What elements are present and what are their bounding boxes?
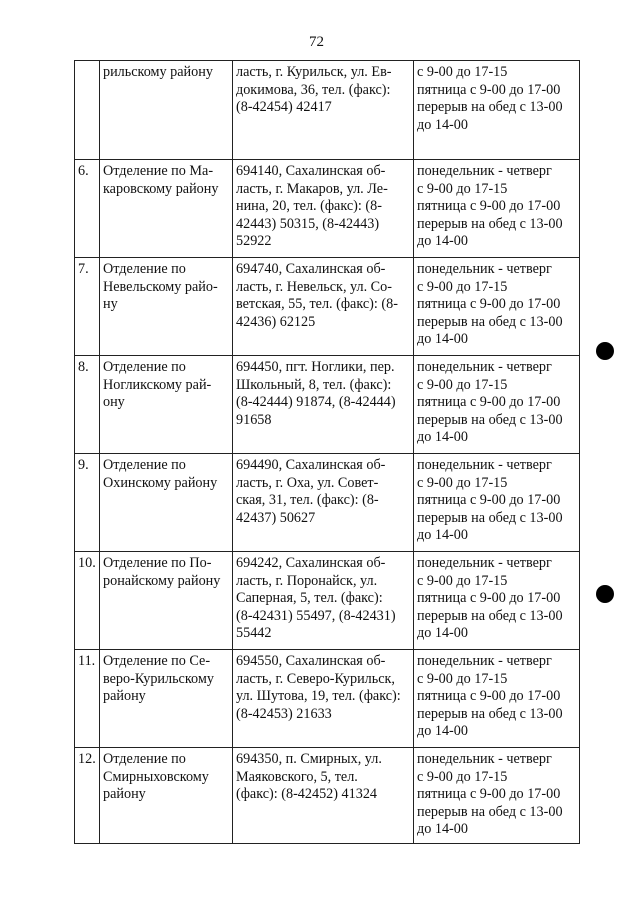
- address-line: (8-42444) 91874, (8-42444): [236, 394, 396, 411]
- hours-line: понедельник - четверг: [417, 359, 552, 375]
- hours-line: перерыв на обед с 13-00: [417, 215, 563, 232]
- hours-line: с 9-00 до 17-15: [417, 376, 508, 393]
- row-number: 6.: [75, 160, 100, 258]
- address-line: ласть, г. Оха, ул. Совет-: [236, 474, 379, 491]
- address-line: 55442: [236, 625, 272, 642]
- address-cell: [233, 61, 414, 160]
- office-name-line: каровскому району: [103, 180, 219, 197]
- address-line: (факс): (8-42452) 41324: [236, 786, 378, 803]
- address-line: Саперная, 5, тел. (факс):: [236, 590, 383, 607]
- office-name-line: Невельскому райо-: [103, 278, 218, 295]
- hours-line: перерыв на обед с 13-00: [417, 803, 563, 820]
- row-number: 12.: [75, 748, 100, 844]
- office-name-line: ну: [103, 296, 118, 313]
- hours-cell: [414, 61, 580, 160]
- address-line: 694490, Сахалинская об-: [236, 457, 386, 473]
- hours-cell: [414, 454, 580, 552]
- address-line: ласть, г. Невельск, ул. Со-: [236, 278, 392, 295]
- hours-cell: [414, 356, 580, 454]
- office-name-line: Отделение по: [103, 261, 186, 277]
- office-name-line: Смирныховскому: [103, 768, 209, 785]
- office-name-cell: [100, 61, 233, 160]
- office-name-cell: [100, 356, 233, 454]
- office-name-line: Отделение по: [103, 457, 186, 473]
- table-row: [75, 160, 580, 258]
- hours-line: с 9-00 до 17-15: [417, 64, 508, 80]
- office-name-cell: [100, 748, 233, 844]
- office-name-line: Отделение по: [103, 751, 186, 767]
- hours-line: до 14-00: [417, 233, 468, 250]
- offices-table: [74, 60, 580, 844]
- office-name-line: Охинскому району: [103, 474, 218, 491]
- hours-line: перерыв на обед с 13-00: [417, 411, 563, 428]
- address-cell: [233, 160, 414, 258]
- table-row: [75, 454, 580, 552]
- row-number: 10.: [75, 552, 100, 650]
- address-line: 694550, Сахалинская об-: [236, 653, 386, 669]
- address-cell: [233, 258, 414, 356]
- address-line: нина, 20, тел. (факс): (8-: [236, 198, 382, 215]
- hours-line: понедельник - четверг: [417, 653, 552, 669]
- hours-line: до 14-00: [417, 116, 468, 133]
- address-line: 42443) 50315, (8-42443): [236, 215, 380, 232]
- address-cell: [233, 650, 414, 748]
- office-name-line: Ногликскому рай-: [103, 376, 212, 393]
- table-row: [75, 650, 580, 748]
- address-line: ласть, г. Курильск, ул. Ев-: [236, 64, 392, 80]
- address-line: (8-42431) 55497, (8-42431): [236, 607, 396, 624]
- punch-hole: [596, 585, 614, 603]
- hours-line: понедельник - четверг: [417, 261, 552, 277]
- hours-line: до 14-00: [417, 821, 468, 838]
- office-name-line: Отделение по Ма-: [103, 163, 214, 179]
- address-line: 694242, Сахалинская об-: [236, 555, 386, 571]
- address-cell: [233, 748, 414, 844]
- hours-line: с 9-00 до 17-15: [417, 180, 508, 197]
- address-line: ветская, 55, тел. (факс): (8-: [236, 296, 398, 313]
- office-name-line: рильскому району: [103, 64, 213, 80]
- address-line: докимова, 36, тел. (факс):: [236, 81, 391, 98]
- row-number: 7.: [75, 258, 100, 356]
- office-name-line: району: [103, 688, 146, 705]
- address-cell: [233, 454, 414, 552]
- office-name-line: ону: [103, 394, 125, 411]
- office-name-line: веро-Курильскому: [103, 670, 214, 687]
- address-line: ласть, г. Северо-Курильск,: [236, 670, 395, 687]
- hours-cell: [414, 258, 580, 356]
- table-row: [75, 61, 580, 160]
- table-row: [75, 552, 580, 650]
- table-row: [75, 258, 580, 356]
- address-line: ская, 31, тел. (факс): (8-: [236, 492, 379, 509]
- address-line: 91658: [236, 411, 272, 428]
- office-name-cell: [100, 160, 233, 258]
- table-row: [75, 356, 580, 454]
- office-name-cell: [100, 454, 233, 552]
- address-line: 52922: [236, 233, 272, 250]
- office-name-line: Отделение по Се-: [103, 653, 211, 669]
- hours-line: понедельник - четверг: [417, 751, 552, 767]
- office-name-cell: [100, 258, 233, 356]
- hours-line: до 14-00: [417, 429, 468, 446]
- hours-line: до 14-00: [417, 527, 468, 544]
- address-line: (8-42453) 21633: [236, 705, 332, 722]
- address-line: 694350, п. Смирных, ул.: [236, 751, 382, 767]
- hours-line: пятница с 9-00 до 17-00: [417, 492, 561, 509]
- hours-cell: [414, 552, 580, 650]
- office-name-line: району: [103, 786, 146, 803]
- hours-line: с 9-00 до 17-15: [417, 278, 508, 295]
- hours-line: пятница с 9-00 до 17-00: [417, 688, 561, 705]
- address-line: ласть, г. Макаров, ул. Ле-: [236, 180, 388, 197]
- hours-line: перерыв на обед с 13-00: [417, 705, 563, 722]
- address-line: 694740, Сахалинская об-: [236, 261, 386, 277]
- hours-cell: [414, 160, 580, 258]
- office-name-line: Отделение по По-: [103, 555, 212, 571]
- row-number: 9.: [75, 454, 100, 552]
- hours-line: до 14-00: [417, 723, 468, 740]
- hours-line: до 14-00: [417, 331, 468, 348]
- hours-cell: [414, 650, 580, 748]
- row-number: 8.: [75, 356, 100, 454]
- address-line: Школьный, 8, тел. (факс):: [236, 376, 392, 393]
- address-line: ласть, г. Поронайск, ул.: [236, 572, 378, 589]
- hours-line: понедельник - четверг: [417, 555, 552, 571]
- hours-line: с 9-00 до 17-15: [417, 768, 508, 785]
- row-number: 11.: [75, 650, 100, 748]
- hours-line: перерыв на обед с 13-00: [417, 607, 563, 624]
- hours-line: перерыв на обед с 13-00: [417, 509, 563, 526]
- page-number: 72: [309, 34, 324, 50]
- hours-line: с 9-00 до 17-15: [417, 670, 508, 687]
- address-cell: [233, 552, 414, 650]
- office-name-line: Отделение по: [103, 359, 186, 375]
- row-number: [75, 61, 100, 160]
- hours-line: пятница с 9-00 до 17-00: [417, 786, 561, 803]
- address-line: Маяковского, 5, тел.: [236, 768, 358, 785]
- hours-line: пятница с 9-00 до 17-00: [417, 296, 561, 313]
- hours-line: понедельник - четверг: [417, 457, 552, 473]
- hours-line: пятница с 9-00 до 17-00: [417, 198, 561, 215]
- hours-line: перерыв на обед с 13-00: [417, 313, 563, 330]
- address-line: 694450, пгт. Ноглики, пер.: [236, 359, 395, 375]
- hours-line: пятница с 9-00 до 17-00: [417, 81, 561, 98]
- hours-line: пятница с 9-00 до 17-00: [417, 394, 561, 411]
- hours-line: с 9-00 до 17-15: [417, 474, 508, 491]
- table-row: [75, 748, 580, 844]
- offices-table-body: [75, 61, 580, 844]
- hours-line: до 14-00: [417, 625, 468, 642]
- office-name-line: ронайскому району: [103, 572, 221, 589]
- hours-line: понедельник - четверг: [417, 163, 552, 179]
- address-line: 42437) 50627: [236, 509, 316, 526]
- address-line: ул. Шутова, 19, тел. (факс):: [236, 688, 401, 705]
- address-line: 42436) 62125: [236, 313, 316, 330]
- hours-cell: [414, 748, 580, 844]
- address-line: 694140, Сахалинская об-: [236, 163, 386, 179]
- office-name-cell: [100, 650, 233, 748]
- punch-hole: [596, 342, 614, 360]
- hours-line: перерыв на обед с 13-00: [417, 99, 563, 116]
- address-line: (8-42454) 42417: [236, 99, 332, 116]
- office-name-cell: [100, 552, 233, 650]
- hours-line: с 9-00 до 17-15: [417, 572, 508, 589]
- address-cell: [233, 356, 414, 454]
- hours-line: пятница с 9-00 до 17-00: [417, 590, 561, 607]
